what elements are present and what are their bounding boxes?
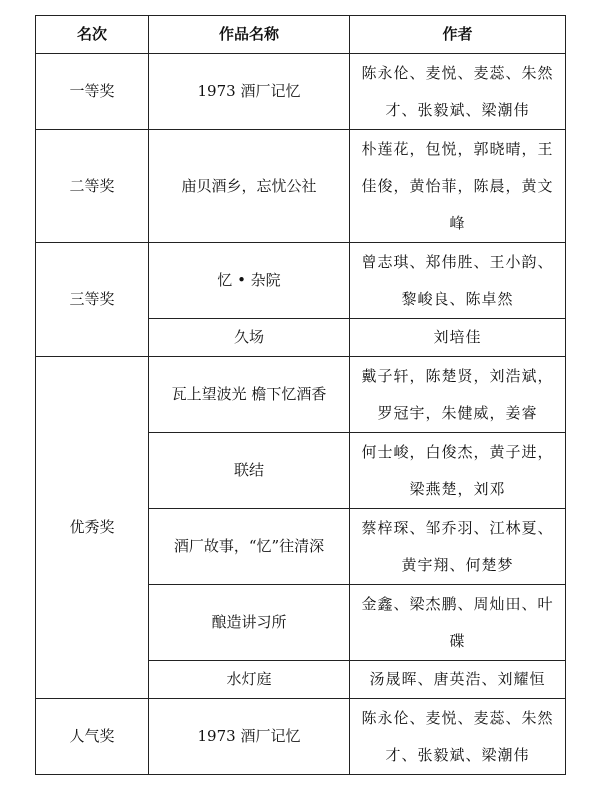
work-title-cell: 1973 酒厂记忆 <box>149 54 350 130</box>
work-title-cell: 酿造讲习所 <box>149 585 350 661</box>
award-cell: 优秀奖 <box>36 357 149 699</box>
authors-cell: 曾志琪、郑伟胜、王小韵、黎峻良、陈卓然 <box>350 243 566 319</box>
authors-cell: 陈永伦、麦悦、麦蕊、朱然才、张毅斌、梁潮伟 <box>350 54 566 130</box>
awards-table <box>35 15 566 775</box>
authors-cell: 刘培佳 <box>350 319 566 357</box>
authors-cell: 陈永伦、麦悦、麦蕊、朱然才、张毅斌、梁潮伟 <box>350 699 566 775</box>
header-row <box>36 16 566 54</box>
award-cell: 一等奖 <box>36 54 149 130</box>
work-title-cell: 忆 • 杂院 <box>149 243 350 319</box>
authors-cell: 金鑫、梁杰鹏、周灿田、叶碟 <box>350 585 566 661</box>
header-work-title: 作品名称 <box>149 16 350 54</box>
work-title-cell: 瓦上望波光 檐下忆酒香 <box>149 357 350 433</box>
authors-cell: 戴子轩，陈楚贤，刘浩斌，罗冠宇，朱健威，姜睿 <box>350 357 566 433</box>
authors-cell: 汤晟晖、唐英浩、刘耀恒 <box>350 661 566 699</box>
table-row <box>36 130 566 243</box>
authors-cell: 何士峻，白俊杰，黄子进，梁燕楚，刘邓 <box>350 433 566 509</box>
table-row <box>36 357 566 433</box>
work-title-cell: 水灯庭 <box>149 661 350 699</box>
award-cell: 二等奖 <box>36 130 149 243</box>
award-cell: 三等奖 <box>36 243 149 357</box>
work-title-cell: 酒厂故事，“忆”往清深 <box>149 509 350 585</box>
work-title-cell: 联结 <box>149 433 350 509</box>
award-cell: 人气奖 <box>36 699 149 775</box>
table-row <box>36 699 566 775</box>
table-row <box>36 54 566 130</box>
authors-cell: 朴莲花，包悦，郭晓晴，王佳俊，黄怡菲，陈晨，黄文峰 <box>350 130 566 243</box>
header-authors: 作者 <box>350 16 566 54</box>
work-title-cell: 久场 <box>149 319 350 357</box>
work-title-cell: 庙贝酒乡，忘忧公社 <box>149 130 350 243</box>
header-rank: 名次 <box>36 16 149 54</box>
table-row <box>36 243 566 319</box>
work-title-cell: 1973 酒厂记忆 <box>149 699 350 775</box>
authors-cell: 蔡梓琛、邹乔羽、江林夏、黄宇翔、何楚梦 <box>350 509 566 585</box>
